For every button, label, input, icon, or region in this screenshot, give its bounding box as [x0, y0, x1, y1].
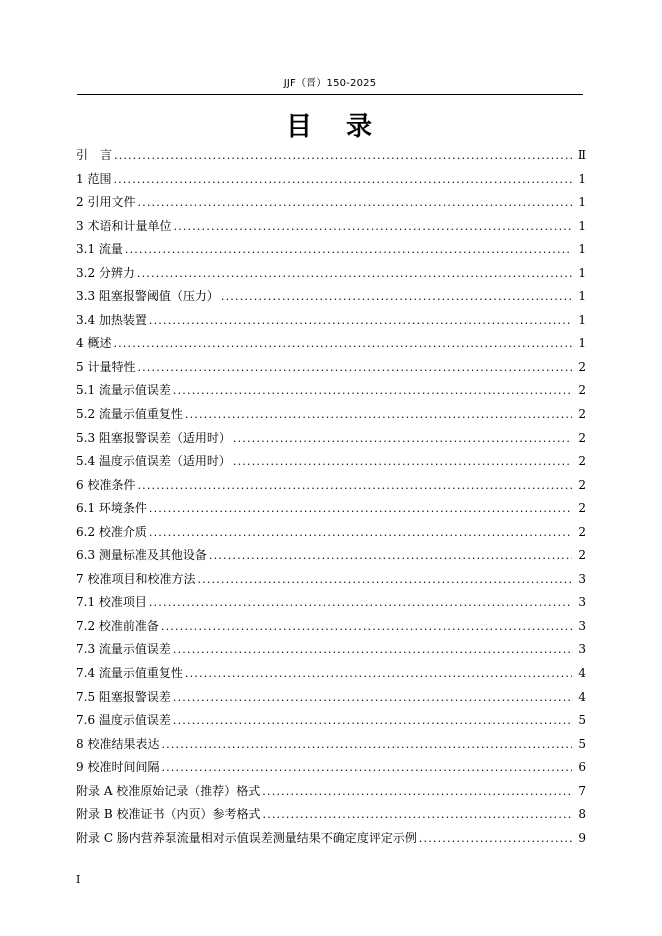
toc-entry[interactable]	[76, 427, 586, 451]
toc-entry-label: 6 校准条件	[76, 477, 136, 492]
toc-entry[interactable]	[76, 662, 586, 686]
document-code-header: JJF（晋）150-2025	[283, 78, 377, 89]
toc-entry-label: 5.4 温度示值误差（适用时）	[76, 454, 231, 469]
toc-entry-label: 3.1 流量	[76, 242, 123, 257]
toc-entry-label: 1 范围	[76, 171, 112, 186]
toc-leader-dots	[185, 403, 572, 427]
toc-entry[interactable]	[76, 450, 586, 474]
toc-entry-label: 8 校准结果表达	[76, 736, 160, 751]
toc-entry-label: 7.1 校准项目	[76, 595, 147, 610]
toc-entry-page: 3	[578, 618, 586, 633]
toc-leader-dots	[173, 215, 572, 239]
toc-entry-page: 5	[578, 736, 586, 751]
toc-entry-page: Ⅱ	[577, 148, 586, 162]
toc-entry[interactable]	[76, 403, 586, 427]
toc-entry-label: 6.3 测量标准及其他设备	[76, 548, 207, 563]
toc-leader-dots	[113, 332, 572, 356]
toc-entry-label: 5.3 阻塞报警误差（适用时）	[76, 430, 231, 445]
toc-entry-page: 2	[578, 477, 586, 492]
toc-leader-dots	[161, 615, 572, 639]
toc-entry[interactable]	[76, 686, 586, 710]
toc-entry-page: 2	[578, 383, 586, 398]
toc-entry[interactable]	[76, 168, 586, 192]
toc-leader-dots	[173, 686, 572, 710]
toc-entry[interactable]	[76, 827, 586, 851]
toc-entry[interactable]	[76, 238, 586, 262]
toc-entry-label: 7.2 校准前准备	[76, 618, 159, 633]
toc-entry-label: 5.2 流量示值重复性	[76, 407, 183, 422]
toc-entry-label: 4 概述	[76, 336, 112, 351]
toc-entry-label: 3.3 阻塞报警阈值（压力）	[76, 289, 219, 304]
toc-leader-dots	[113, 168, 572, 192]
toc-entry-page: 4	[578, 689, 586, 704]
toc-entry-label: 7 校准项目和校准方法	[76, 571, 196, 586]
toc-entry-label: 3.2 分辨力	[76, 265, 135, 280]
toc-entry-label: 7.3 流量示值误差	[76, 642, 171, 657]
toc-entry-page: 1	[578, 195, 586, 210]
toc-leader-dots	[173, 709, 572, 733]
toc-entry[interactable]	[76, 544, 586, 568]
toc-leader-dots	[173, 379, 572, 403]
toc-entry[interactable]	[76, 262, 586, 286]
toc-entry[interactable]	[76, 568, 586, 592]
toc-entry[interactable]	[76, 709, 586, 733]
toc-leader-dots	[262, 780, 572, 804]
toc-entry[interactable]	[76, 191, 586, 215]
toc-entry[interactable]	[76, 780, 586, 804]
toc-entry-label: 9 校准时间间隔	[76, 760, 160, 775]
toc-entry[interactable]	[76, 144, 586, 168]
toc-entry[interactable]	[76, 803, 586, 827]
toc-entry[interactable]	[76, 309, 586, 333]
toc-leader-dots	[173, 638, 572, 662]
toc-entry-label: 引 言	[76, 148, 113, 162]
toc-entry[interactable]	[76, 215, 586, 239]
toc-entry[interactable]	[76, 615, 586, 639]
toc-leader-dots	[185, 662, 572, 686]
toc-entry[interactable]	[76, 474, 586, 498]
toc-entry-label: 3.4 加热装置	[76, 312, 147, 327]
toc-entry[interactable]	[76, 379, 586, 403]
toc-entry-page: 2	[578, 524, 586, 539]
toc-entry-label: 2 引用文件	[76, 195, 136, 210]
toc-leader-dots	[149, 309, 572, 333]
toc-entry-page: 7	[578, 783, 586, 798]
toc-entry-page: 2	[578, 548, 586, 563]
toc-entry-page: 2	[578, 430, 586, 445]
toc-leader-dots	[197, 568, 572, 592]
title-char-1: 目	[285, 112, 314, 142]
toc-leader-dots	[209, 544, 572, 568]
toc-entry-label: 5.1 流量示值误差	[76, 383, 171, 398]
header-divider	[77, 94, 583, 95]
toc-leader-dots	[233, 450, 572, 474]
toc-entry-page: 3	[578, 642, 586, 657]
toc-entry-label: 5 计量特性	[76, 359, 136, 374]
toc-entry-page: 1	[578, 265, 586, 280]
footer-page-number: I	[76, 873, 81, 886]
toc-leader-dots	[419, 827, 572, 851]
toc-entry-label: 附录 C 肠内营养泵流量相对示值误差测量结果不确定度评定示例	[76, 830, 417, 845]
toc-entry-page: 2	[578, 501, 586, 516]
toc-entry[interactable]	[76, 591, 586, 615]
toc-entry-page: 1	[578, 218, 586, 233]
toc-entry-page: 4	[578, 666, 586, 681]
toc-entry-page: 2	[578, 454, 586, 469]
toc-entry-page: 9	[578, 830, 586, 845]
toc-leader-dots	[137, 191, 572, 215]
toc-entry-page: 5	[578, 713, 586, 728]
toc-entry-label: 7.4 流量示值重复性	[76, 666, 183, 681]
toc-leader-dots	[233, 427, 572, 451]
toc-entry[interactable]	[76, 356, 586, 380]
toc-entry[interactable]	[76, 733, 586, 757]
toc-leader-dots	[262, 803, 572, 827]
toc-entry-label: 附录 B 校准证书（内页）参考格式	[76, 807, 261, 822]
toc-entry-label: 3 术语和计量单位	[76, 218, 172, 233]
toc-entry-page: 2	[578, 407, 586, 422]
toc-entry-page: 1	[578, 289, 586, 304]
toc-entry-label: 6.1 环境条件	[76, 501, 147, 516]
toc-entry[interactable]	[76, 521, 586, 545]
toc-leader-dots	[137, 356, 572, 380]
toc-entry[interactable]	[76, 285, 586, 309]
title-char-2: 录	[346, 112, 375, 142]
toc-leader-dots	[149, 521, 572, 545]
toc-leader-dots	[137, 474, 572, 498]
toc-entry-page: 3	[578, 571, 586, 586]
toc-entry-page: 1	[578, 242, 586, 257]
toc-entry-page: 3	[578, 595, 586, 610]
toc-leader-dots	[149, 497, 572, 521]
table-of-contents	[76, 144, 586, 850]
toc-entry-page: 1	[578, 171, 586, 186]
toc-entry-label: 7.5 阻塞报警误差	[76, 689, 171, 704]
toc-leader-dots	[221, 285, 572, 309]
toc-entry[interactable]	[76, 497, 586, 521]
toc-leader-dots	[114, 144, 572, 168]
toc-entry-label: 附录 A 校准原始记录（推荐）格式	[76, 783, 261, 798]
toc-leader-dots	[161, 733, 572, 757]
toc-leader-dots	[137, 262, 572, 286]
toc-entry-page: 2	[578, 359, 586, 374]
toc-entry-page: 8	[578, 807, 586, 822]
toc-entry-page: 1	[578, 336, 586, 351]
toc-entry[interactable]	[76, 638, 586, 662]
toc-entry[interactable]	[76, 756, 586, 780]
page-title	[77, 106, 583, 143]
toc-leader-dots	[161, 756, 572, 780]
toc-leader-dots	[125, 238, 572, 262]
toc-leader-dots	[149, 591, 572, 615]
toc-entry[interactable]	[76, 332, 586, 356]
toc-entry-page: 1	[578, 312, 586, 327]
toc-entry-label: 6.2 校准介质	[76, 524, 147, 539]
toc-entry-page: 6	[578, 760, 586, 775]
toc-entry-label: 7.6 温度示值误差	[76, 713, 171, 728]
